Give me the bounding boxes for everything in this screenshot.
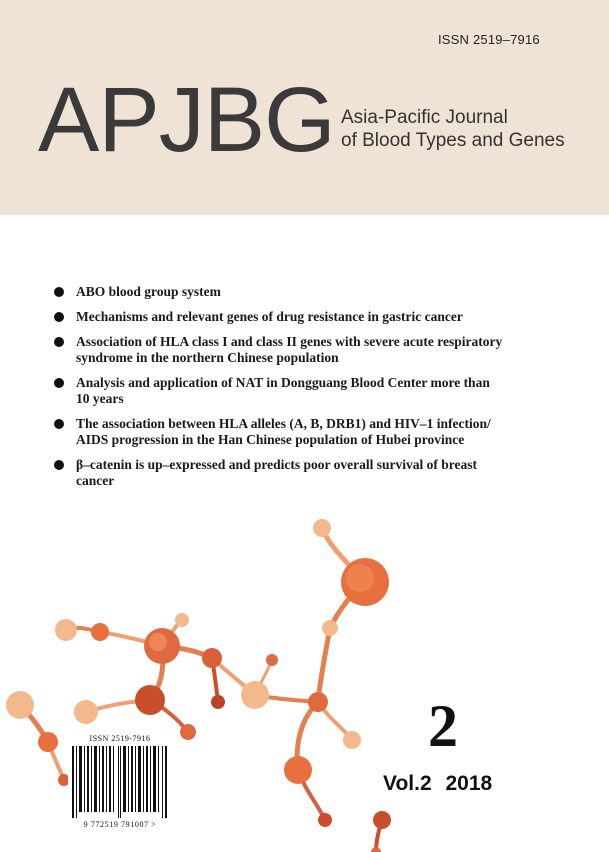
volume-label: Vol.2 [383,772,432,795]
article-title-line-2: AIDS progression in the Han Chinese population of Hubei province [76,432,465,447]
journal-name-line-2: of Blood Types and Genes [341,130,565,151]
bullet-icon [54,460,64,470]
bullet-icon [54,287,64,297]
article-title-line-2: syndrome in the northern Chinese population [76,350,339,365]
article-title-line-1: The association between HLA alleles (A, B, DRB1) and HIV–1 infection/ [76,416,491,431]
article-title: Mechanisms and relevant genes of drug resistance in gastric cancer [76,309,463,324]
issn-label: ISSN 2519–7916 [438,32,540,47]
article-title-line-2: cancer [76,473,115,488]
article-title: ABO blood group system [76,284,221,299]
article-title-line-2: 10 years [76,391,124,406]
article-title-line-1: Analysis and application of NAT in Dongguang Blood Center more than [76,375,490,390]
bullet-icon [54,378,64,388]
article-item [54,309,564,325]
volume-year [383,772,492,796]
bullet-icon [54,312,64,322]
bullet-icon [54,419,64,429]
barcode-issn: ISSN 2519-7916 [89,734,151,743]
barcode-digits: 9 772519 791007 > [83,820,157,829]
article-item [54,284,564,300]
article-title-line-1: β–catenin is up–expressed and predicts poor overall survival of breast [76,457,478,472]
year-label: 2018 [445,772,493,795]
article-item [54,375,564,407]
barcode-bars [72,746,168,818]
article-title-line-1: Association of HLA class I and class II genes with severe acute respiratory [76,334,503,349]
issue-number: 2 [428,693,458,759]
barcode [68,734,172,834]
journal-full-name [341,106,565,152]
article-item [54,416,564,448]
article-item [54,334,564,366]
bullet-icon [54,337,64,347]
journal-logo: APJBG [38,69,335,171]
journal-name-line-1: Asia-Pacific Journal [341,107,508,128]
article-list [54,284,564,498]
